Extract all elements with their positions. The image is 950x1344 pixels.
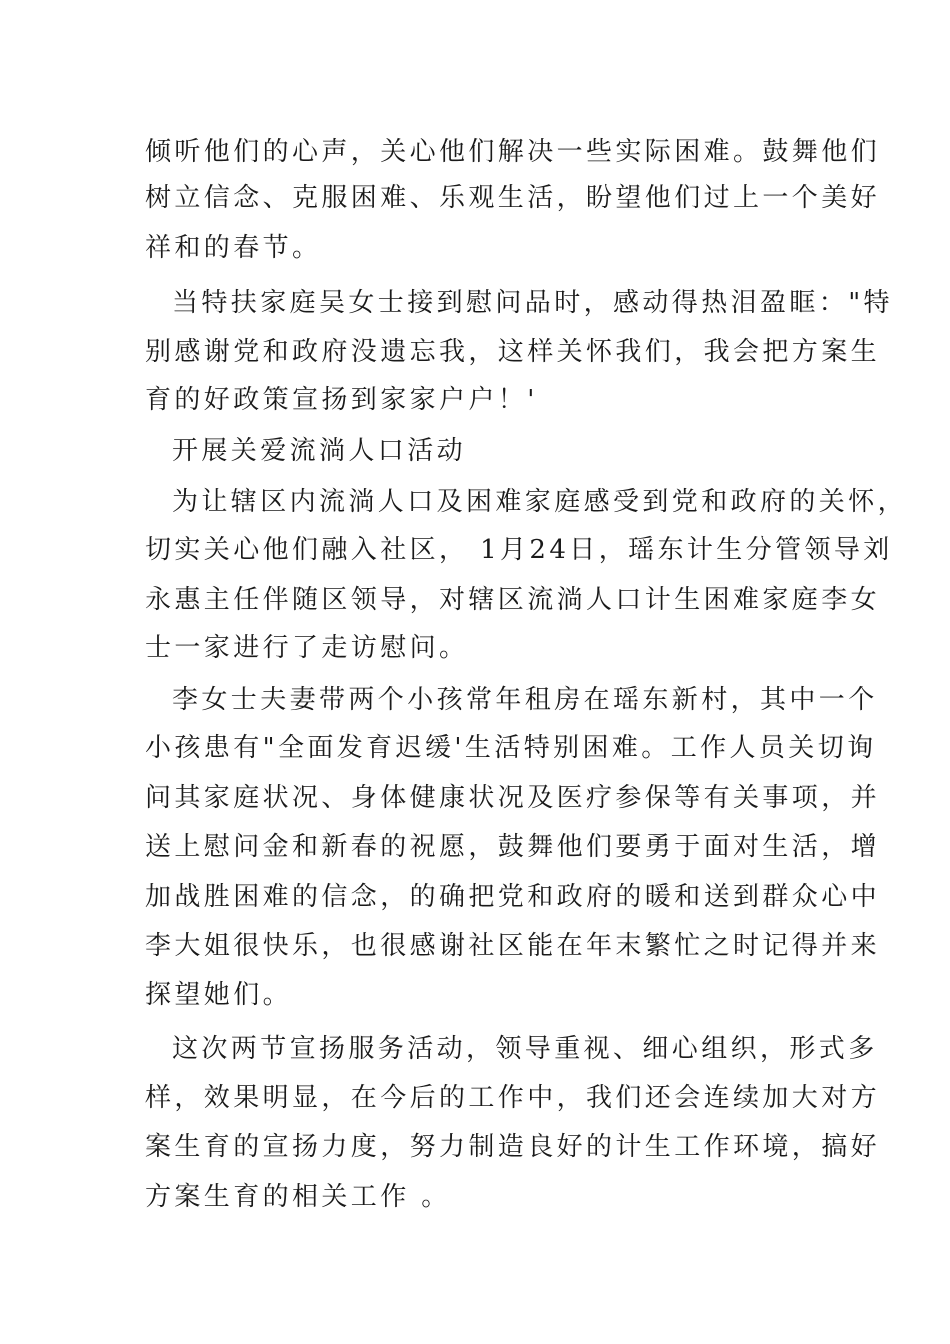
text-line: 树立信念、克服困难、乐观生活，盼望他们过上一个美好 (145, 183, 881, 213)
text-line: 案生育的宣扬力度，努力制造良好的计生工作环境，搞好 (145, 1132, 881, 1162)
text-line: 士一家进行了走访慰问。 (145, 633, 469, 663)
text-line: 永惠主任伴随区领导，对辖区流淌人口计生困难家庭李女 (145, 585, 881, 615)
text-line: 探望她们。 (145, 980, 293, 1010)
text-line: 这次两节宣扬服务活动，领导重视、细心组织，形式多 (172, 1034, 878, 1064)
text-line: 为让辖区内流淌人口及困难家庭感受到党和政府的关怀， (172, 487, 908, 517)
text-line: 倾听他们的心声，关心他们解决一些实际困难。鼓舞他们 (145, 137, 881, 167)
text-line: 问其家庭状况、身体健康状况及医疗参保等有关事项，并 (145, 783, 881, 813)
text-line: 祥和的春节。 (145, 233, 322, 263)
text-line: 方案生育的相关工作 。 (145, 1182, 451, 1212)
text-line: 切实关心他们融入社区， 1月24日，瑶东计生分管领导刘 (145, 535, 893, 565)
text-line: 当特扶家庭吴女士接到慰问品时，感动得热泪盈眶："特 (172, 288, 893, 318)
text-line: 小孩患有"全面发育迟缓'生活特别困难。工作人员关切询 (145, 733, 877, 763)
text-line: 加战胜困难的信念，的确把党和政府的暖和送到群众心中 (145, 882, 881, 912)
text-line: 李大姐很快乐，也很感谢社区能在年末繁忙之时记得并来 (145, 931, 881, 961)
text-line: 送上慰问金和新春的祝愿，鼓舞他们要勇于面对生活，增 (145, 832, 881, 862)
text-line: 李女士夫妻带两个小孩常年租房在瑶东新村，其中一个 (172, 685, 878, 715)
section-heading: 开展关爱流淌人口活动 (172, 436, 467, 466)
text-line: 育的好政策宣扬到家家户户！' (145, 385, 538, 415)
text-line: 样，效果明显，在今后的工作中，我们还会连续加大对方 (145, 1083, 881, 1113)
text-line: 别感谢党和政府没遗忘我，这样关怀我们，我会把方案生 (145, 337, 881, 367)
